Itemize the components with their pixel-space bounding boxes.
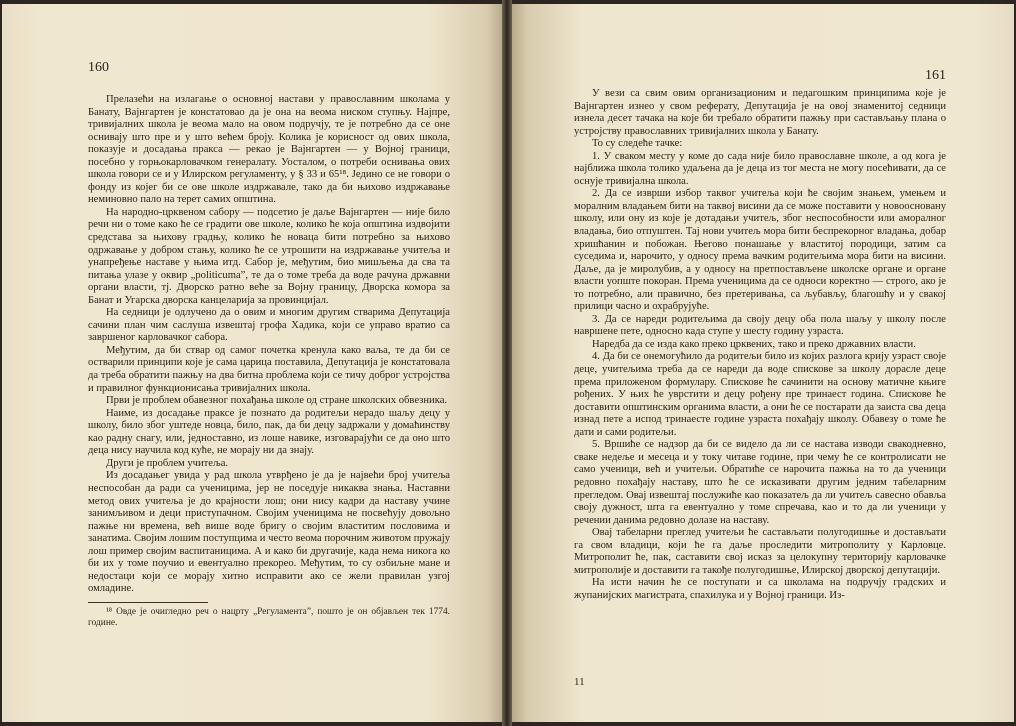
paragraph: На исти начин ће се поступати и са школама на подручју градских и жупанијских магистрата, спахилука и у Војној граници. Из- — [574, 577, 946, 601]
paragraph: Из досадањег увида у рад школа утврђено је да је највећи број учитеља неспособан да ради са ученицима, јер не поседује никаква знања. Наставни метод ових учитеља је до крајности лош; они нису кадри да наставу учине занимљивом и деци приступачном. Својим ученицима не посвећују довољно пажње ни времена, већ више воде бригу о својим властитим пословима и занатима. Својим лошим поступцима и често веома порочним животом пружају лош пример својим васпитаницима. А и како би другачије, када нема никога ко би их у томе поучио и евентуално прекорео. Међутим, то су озбиљне мане и недостаци који се морају хитно исправити ако се жели правилан узгој омладине. — [88, 470, 450, 595]
right-page-body — [574, 88, 946, 602]
paragraph: Први је проблем обавезног похађања школе од стране школских обвезника. — [106, 395, 448, 407]
paragraph: На народно-црквеном сабору — подсетио је даље Вајнгартен — није било речи ни о томе како ће се градити ове школе, колико ће која општина издвојити средстава за њихову градњу, колико ће новаца бити потребно за њихово одржавање у добром стању, колико ће се утрошити на издржавање учитеља и унапређење наставе у њима итд. Сабор је, међутим, био мишљења да сва та питања улазе у оквир „politicuma”, те да о томе треба да воде рачуна државни органи власти, тј. Дворско ратно веће за Војну границу, Дворска комора за Банат и Угарска дворска канцеларија за провинцијал. — [88, 206, 450, 306]
paragraph: Наредба да се изда како преко црквених, тако и преко државних власти. — [592, 338, 916, 350]
paragraph: Наиме, из досадање праксе је познато да родитељи нерадо шаљу децу у школу, било због уштеде новца, било, пак, да би децу задржали у домаћинству као радну снагу, или, једноставно, из лоше навике, изговарајући се да оно што деца нису научила код куће, не морају ни да знају. — [88, 407, 450, 457]
list-item: 3. Да се нареди родитељима да своју децу оба пола шаљу у школу после навршене пете, односно када ступе у шесту годину узраста. — [574, 313, 946, 338]
list-item: 2. Да се изврши избор таквог учитеља који ће својим знањем, умењем и моралним владањем бити на таквој висини да се може поставити у новоосновану школу, или ону из које је дотадањи учитељ, због неспособности или аморалног владања, био отпуштен. Тај нови учитељ мора бити беспрекорног владања, добар хришћанин и побожан. Његово понашање у властитој породици, затим са суседима и, нарочито, у односу према вачким родитељима мора бити на висини. Даље, да је миролубив, а у односу на претпостављене школске органе и органе власти уопште покоран. Према ученицима да се односи коректно — строго, ако је то потребно, али правично, без претеривања, са љубављу, благошћу и у свакој прилици часно и охрабрујуће. — [574, 188, 946, 313]
left-page — [2, 4, 502, 722]
paragraph: Међутим, да би ствар од самог почетка кренула како ваља, те да би се остварили принципи које је сама царица поставила, Депутација је констатовала да треба обратити пажњу на два битна проблема који се тичу доброг устројства и правилног функционисања тривијалних школа. — [88, 344, 450, 394]
footnote-divider — [88, 602, 208, 603]
signature-mark: 11 — [574, 676, 585, 688]
list-item: 4. Да би се онемогућило да родитељи било из којих разлога крију узраст своје деце, учитељима треба да се нареди да воде спискове за школу дорасле деце према приложеном формулару. Спискове ће сачинити на основу матичне књиге рођених. У њих ће уврстити и децу рођену пре тринаест година. Спискове ће доставити општинским органима власти, а они ће се постарати да заиста сва деца изнад пете а испод тринаесте године узраста похађају школу. Обавезу о томе ће дати и сами родитељи. — [574, 351, 946, 438]
left-page-body — [88, 94, 450, 629]
paragraph: У вези са свим овим организационим и педагошким принципима које је Вајнгартен изнео у свом реферату, Депутација је на овој знаменитој седници изнела десет тачака на које би требало обратити пажњу при састављању плана о устројству православних тривијалних школа у Банату. — [574, 88, 946, 137]
paragraph: Прелазећи на излагање о основној настави у православним школама у Банату, Вајнгартен је констатовао да је она на веома ниском ступњу. Најпре, тривијалних школа је веома мало на овом подручју, те је потребно да се оне оснивају што пре и у што већем броју. Колика је корисност од ових школа, показује и досадања пракса — рекао је Вајнгартен — у Војној граници, посебно у горњокарловачком генералату. Уосталом, о потреби оснивања ових школа говори се и у Илирском регуламенту, у § 33 и 65¹⁸. Једино се не говори о фонду из којег би се ове школе издржавале, тако да би њихово издржавање неминовно пало на терет самих општина. — [88, 94, 450, 206]
list-item: 5. Вршиће се надзор да би се видело да ли се настава изводи свакодневно, сваке недеље и месеца и у току читаве године, при чему ће се контролисати не само ученици, већ и учитељи. Обратиће се нарочита пажња на то да ученици редовно похађају наставу, што ће се исказивати другим једним табеларним прегледом. Овај извештај послужиће као показатељ да ли учитељ савесно обавља своју дужност, шта га евентуално у томе спречава, као и то да ли ученици у речении данима редовно долазе на наставу. — [574, 439, 946, 526]
footnote: ¹⁸ Овде је очигледно реч о нацрту „Регуламента”, пошто је он објављен тек 1774. године. — [88, 606, 450, 628]
paragraph: На седници је одлучено да о овим и многим другим стварима Депутација сачини план чим саслуша извештај грофа Хадика, који се управо вратио са завршеног карловачког сабора. — [88, 307, 450, 344]
paragraph: То су следеће тачке: — [592, 138, 683, 150]
page-number-right: 161 — [925, 68, 946, 83]
paragraph: Овај табеларни преглед учитељи ће састављати полугодишње и достављати га свом владици, који ће га даље проследити митрополиту у Карловце. Митрополит ће, пак, саставити свој исказ за целокупну територију карловачке митрополије и доставити га такође полугодишње, Илирској дворској депутацији. — [574, 527, 946, 576]
right-page — [512, 4, 1014, 722]
list-item: 1. У сваком месту у коме до сада није било православне школе, а од кога је најближа школа толико удаљена да је деца из тог места не могу посећивати, да се оснује тривијална школа. — [574, 150, 946, 187]
page-number-left: 160 — [88, 60, 109, 75]
book-gutter — [502, 0, 512, 726]
paragraph: Други је проблем учитеља. — [106, 457, 229, 469]
